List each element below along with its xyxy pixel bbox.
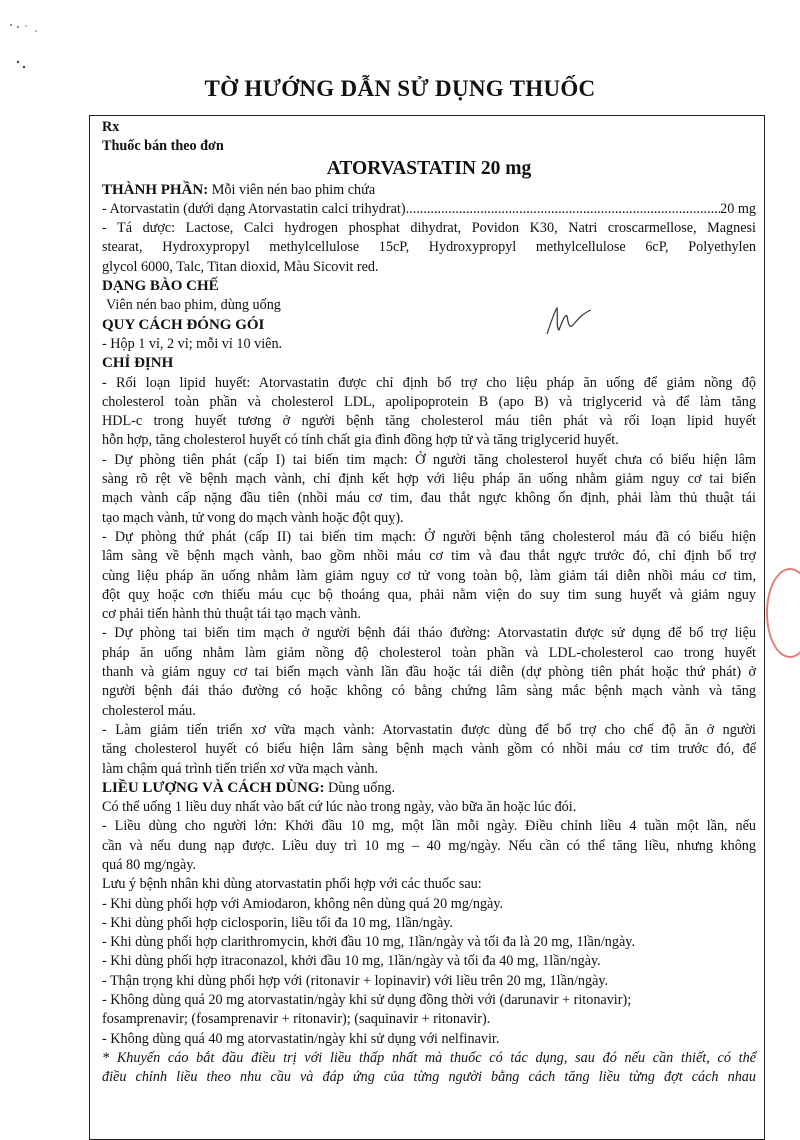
dosage-text: - Thận trọng khi dùng phối hợp với (ritonavir + lopinavir) với liều trên 20 mg, 1lần/ngày. [102, 972, 609, 989]
dosage-text: - Khi dùng phối hợp ciclosporin, liều tối đa 10 mg, 1lần/ngày. [102, 914, 453, 931]
dosage-text: Lưu ý bệnh nhân khi dùng atorvastatin phối hợp với các thuốc sau: [102, 876, 482, 893]
dosage-text: - Liều dùng cho người lớn: Khởi đầu 10 mg, một lần mỗi ngày. Điều chỉnh liều 4 tuần một lần, nếu [102, 818, 756, 835]
active-ingredient [102, 200, 756, 219]
indication-line: cùng liệu pháp ăn uống nhằm làm giảm nguy cơ tử vong toàn bộ, làm giảm tái diễn nhồi máu cơ tim, [102, 567, 756, 584]
packaging-text: - Hộp 1 vỉ, 2 vỉ; mỗi vỉ 10 viên. [102, 335, 283, 352]
composition-heading: THÀNH PHẦN: [102, 181, 209, 198]
active-ingredient-amount: 20 mg [720, 200, 756, 217]
dosage-note: điều chỉnh liều theo nhu cầu và đáp ứng của từng người bằng cách tăng liều từng đợt cách nhau [102, 1069, 756, 1086]
dosage-text: quá 80 mg/ngày. [102, 856, 197, 873]
indications-heading: CHỈ ĐỊNH [102, 355, 174, 372]
handwritten-signature [543, 304, 595, 345]
dosage-form-heading: DẠNG BÀO CHẾ [102, 278, 219, 295]
indication-line: - Dự phòng thứ phát (cấp II) tai biến tim mạch: Ở người bệnh tăng cholesterol máu đã có biểu hiện [102, 528, 756, 545]
indication-line: - Rối loạn lipid huyết: Atorvastatin được chỉ định bổ trợ cho liệu pháp ăn uống để giảm nồng độ [102, 374, 756, 391]
scan-mark [8, 22, 38, 77]
dosage-form-text: Viên nén bao phim, dùng uống [106, 297, 281, 314]
indication-line: cơ phải tiến hành thủ thuật tái tạo mạch vành. [102, 606, 361, 623]
indication-line: - Làm giảm tiến triển xơ vữa mạch vành: Atorvastatin được dùng để bổ trợ cho chế độ ăn ở người [102, 721, 756, 738]
indication-line: lâm sàng về bệnh mạch vành, bao gồm nhồi máu cơ tim và đau thắt ngực trước đó, chỉ định bổ trợ [102, 548, 756, 565]
indication-line: HDL-c trong huyết tương ở người bệnh tăng cholesterol máu tiên phát và rối loạn lipid huyết [102, 413, 756, 430]
dosage-text: cần và nếu dung nạp được. Liều duy trì 10 mg – 40 mg/ngày. Nếu cần có thể tăng liều, nhưng không [102, 837, 756, 854]
leader-dots [406, 200, 721, 219]
dosage-text: - Không dùng quá 20 mg atorvastatin/ngày khi sử dụng đồng thời với (darunavir + ritonavir); [102, 992, 632, 1009]
drug-name: ATORVASTATIN 20 mg [326, 157, 532, 179]
indication-line: - Dự phòng tiên phát (cấp I) tai biến tim mạch: Ở người tăng cholesterol huyết chưa có biểu hiện lâm [102, 451, 756, 468]
stamp-seal [766, 568, 800, 658]
indication-line: thanh và giảm nguy cơ tai biến mạch vành lần đầu hoặc tái diễn (dự phòng tiên phát hoặc thứ phát) ở [102, 664, 756, 681]
indication-line: người bệnh đái tháo đường có hoặc không có bằng chứng lâm sàng mắc bệnh mạch vành và tăng [102, 683, 756, 700]
indication-line: mạch vành cấp nặng đầu tiên (nhồi máu cơ tim, đau thắt ngực không ổn định, phải làm thủ thuật tái [102, 490, 756, 507]
indication-line: đột quỵ hoặc cơn thiếu máu cục bộ thoáng qua, phải nằm viện do suy tim sung huyết và giảm nguy [102, 586, 756, 603]
dosage-line [102, 779, 756, 798]
dosage-text: Có thể uống 1 liều duy nhất vào bất cứ lúc nào trong ngày, vào bữa ăn hoặc lúc đói. [102, 799, 577, 816]
dosage-text: fosamprenavir; (fosamprenavir + ritonavir); (saquinavir + ritonavir). [102, 1011, 491, 1028]
prescription-note: Thuốc bán theo đơn [102, 138, 224, 155]
indication-line: pháp ăn uống nhằm làm giảm nồng độ cholesterol toàn phần và LDL-cholesterol cao trong huyết [102, 644, 756, 661]
indication-line: - Dự phòng tai biến tim mạch ở người bệnh đái tháo đường: Atorvastatin được sử dụng để bổ trợ liệu [102, 625, 756, 642]
indication-line: làm chậm quá trình tiến triển xơ vữa mạch vành. [102, 760, 378, 777]
dosage-text: - Khi dùng phối hợp với Amiodaron, không nên dùng quá 20 mg/ngày. [102, 895, 504, 912]
dosage-text: - Khi dùng phối hợp itraconazol, khởi đầu 10 mg, 1lần/ngày và tối đa 40 mg, 1lần/ngày. [102, 953, 601, 970]
composition-line [102, 181, 756, 200]
indication-line: cholesterol toàn phần và cholesterol LDL, apolipoprotein B (apo B) và triglycerid và để làm tăng [102, 393, 756, 410]
excipients-line: glycol 6000, Talc, Titan dioxid, Màu Sicovit red. [102, 258, 379, 275]
indication-line: hỗn hợp, tăng cholesterol huyết có tính chất gia đình đồng hợp tử và tăng triglycerid huyết. [102, 432, 619, 449]
indication-line: cholesterol máu. [102, 702, 196, 719]
dosage-route: Dùng uống. [324, 779, 396, 796]
packaging-heading: QUY CÁCH ĐÓNG GÓI [102, 316, 265, 333]
dosage-text: - Không dùng quá 40 mg atorvastatin/ngày khi sử dụng với nelfinavir. [102, 1030, 500, 1047]
document-body [89, 115, 765, 1140]
dosage-heading: LIỀU LƯỢNG VÀ CÁCH DÙNG: [102, 779, 325, 796]
rx-label: Rx [102, 119, 120, 135]
dosage-note: * Khuyến cáo bắt đầu điều trị với liều thấp nhất mà thuốc có tác dụng, sau đó nếu cần thiết, có thể [102, 1049, 756, 1066]
indication-line: tăng cholesterol huyết có biểu hiện lâm sàng bệnh mạch vành gồm có nhồi máu cơ tim trước đó, để [102, 741, 756, 758]
document-title: TỜ HƯỚNG DẪN SỬ DỤNG THUỐC [204, 76, 596, 101]
indication-line: sàng rõ rệt về bệnh mạch vành, chỉ định kết hợp với liệu pháp ăn uống nhằm giảm nguy cơ tai biến [102, 471, 756, 488]
composition-intro: Mỗi viên nén bao phim chứa [208, 181, 376, 198]
dosage-text: - Khi dùng phối hợp clarithromycin, khởi đầu 10 mg, 1lần/ngày và tối đa là 20 mg, 1lần/ngày. [102, 934, 636, 951]
indication-line: tạo mạch vành, tử vong do mạch vành hoặc đột quỵ). [102, 509, 404, 526]
excipients-line: - Tá dược: Lactose, Calci hydrogen phosphat dihydrat, Povidon K30, Natri croscarmellose, Magnesi [102, 220, 756, 237]
active-ingredient-label: - Atorvastatin (dưới dạng Atorvastatin calci trihydrat) [102, 200, 406, 217]
excipients-line: stearat, Hydroxypropyl methylcellulose 15cP, Hydroxypropyl methylcellulose 6cP, Polyethylen [102, 239, 756, 256]
